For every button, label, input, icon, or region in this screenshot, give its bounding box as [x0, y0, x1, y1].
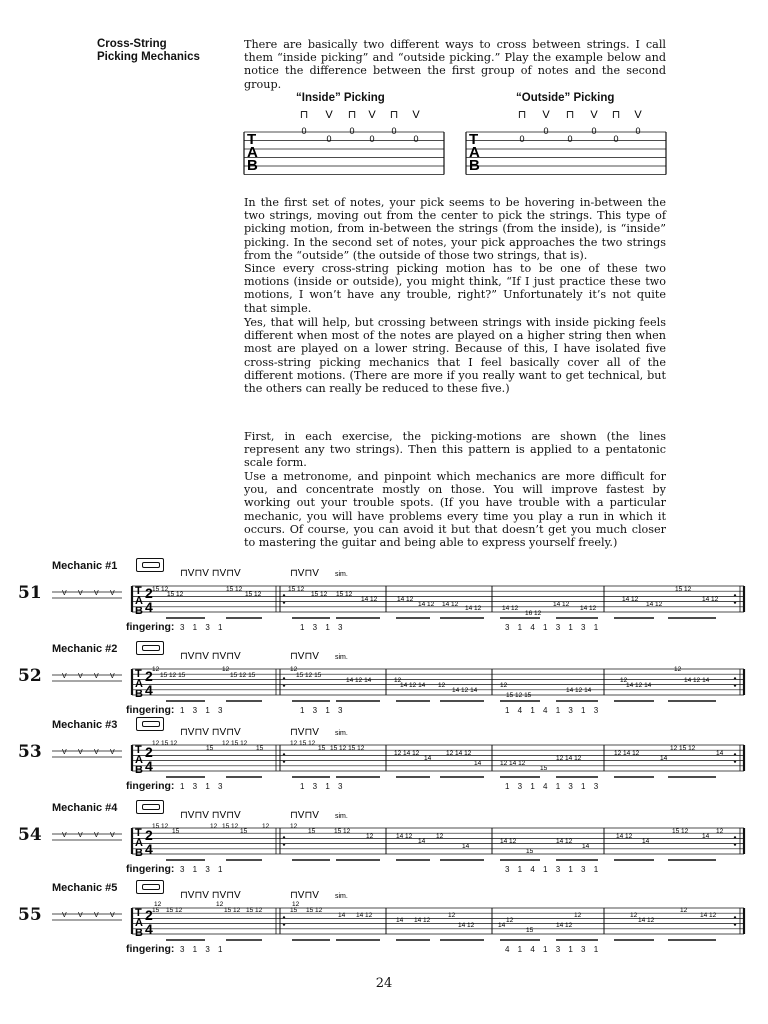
downstroke-mark: ⊓: [299, 109, 309, 121]
time-signature-bottom: 4: [145, 841, 153, 857]
fret-number: 15 12 15: [296, 672, 322, 679]
fret-number: 15 12: [167, 591, 184, 598]
fret-number: 15 12: [166, 907, 183, 914]
upstroke-mark: V: [634, 109, 642, 121]
fret-number: 14 12: [622, 596, 639, 603]
tab-note: 0: [613, 134, 619, 144]
picking-figures: [240, 104, 670, 178]
sim-label: sim.: [335, 813, 348, 820]
fingering-numbers: 1 3 1 3: [300, 706, 346, 715]
time-signature-bottom: 4: [145, 599, 153, 615]
fret-number: 12: [680, 907, 688, 914]
motion-stroke: V: [110, 590, 115, 597]
motion-stroke: V: [62, 749, 67, 756]
fret-number: 14: [424, 755, 432, 762]
fret-number: 15: [152, 907, 160, 914]
upstroke-mark: V: [590, 109, 598, 121]
exercise-staff: [0, 645, 768, 705]
downstroke-mark: ⊓: [389, 109, 399, 121]
mechanic-label: Mechanic #4: [52, 802, 118, 814]
exercise-number: 53: [18, 742, 42, 762]
downstroke-mark: ⊓: [565, 109, 575, 121]
fret-number: 14 12: [646, 601, 663, 608]
repeat-dot: [283, 923, 285, 925]
paragraph-five-mechanics: Yes, that will help, but crossing between strings with inside picking feels different when most of the notes are played on a higher string then when most are played on a lower string. Because of this, I have isolated five cross-string picking mechanics that I feel basically cover all of the different motions. (There are more if you really want to get technical, but the others can really be reduced to these five.): [244, 316, 666, 396]
fret-number: 12: [290, 666, 298, 673]
tab-letter: B: [135, 927, 143, 939]
repeat-dot: [283, 843, 285, 845]
motion-stroke: V: [94, 912, 99, 919]
fret-number: 14: [498, 922, 506, 929]
fret-number: 15 12: [306, 907, 323, 914]
tab-letter: B: [135, 847, 143, 859]
fret-number: 14: [582, 843, 590, 850]
tab-letter: T: [469, 131, 479, 148]
picking-strokes: ⊓V⊓V: [290, 727, 319, 738]
tab-letter: T: [135, 827, 142, 839]
repeat-dot: [734, 923, 736, 925]
fingering-numbers: 3 1 4 1 3 1 3 1: [505, 865, 602, 874]
fret-number: 15: [206, 745, 214, 752]
fret-number: 12: [630, 912, 638, 919]
time-signature-top: 2: [145, 827, 153, 843]
fret-number: 14 12: [616, 833, 633, 840]
fret-number: 14 12: [356, 912, 373, 919]
fret-number: 15: [290, 907, 298, 914]
sim-label: sim.: [335, 893, 348, 900]
exercise-number: 51: [18, 583, 42, 603]
downstroke-mark: ⊓: [517, 109, 527, 121]
repeat-dot: [283, 753, 285, 755]
outside-picking-title: “Outside” Picking: [516, 92, 615, 104]
time-signature-bottom: 4: [145, 758, 153, 774]
upstroke-mark: V: [412, 109, 420, 121]
fingering-label: fingering:: [126, 621, 175, 633]
fingering-numbers: 3 1 3 1: [180, 623, 226, 632]
motion-stroke: V: [78, 912, 83, 919]
tab-letter: A: [469, 144, 480, 161]
picking-strokes: ⊓V⊓V: [290, 810, 319, 821]
repeat-dot: [734, 601, 736, 603]
tab-letter: T: [135, 744, 142, 756]
tab-note: 0: [543, 126, 549, 136]
fret-number: 14 12: [638, 917, 655, 924]
fret-number: 12: [674, 666, 682, 673]
tab-note: 0: [567, 134, 573, 144]
fret-number: 15 12 15: [230, 672, 256, 679]
fret-number: 14: [462, 843, 470, 850]
picking-strokes: ⊓V⊓V ⊓V⊓V: [180, 651, 241, 662]
time-signature-bottom: 4: [145, 682, 153, 698]
tab-note: 0: [391, 126, 397, 136]
fret-number: 14: [702, 833, 710, 840]
fret-number: 14: [474, 760, 482, 767]
time-signature-top: 2: [145, 907, 153, 923]
fret-number: 12: [448, 912, 456, 919]
tab-letter: B: [135, 764, 143, 776]
fret-number: 15 12: [245, 591, 262, 598]
repeat-dot: [734, 916, 736, 918]
fret-number: 14 12: [553, 601, 570, 608]
fret-number: 12 15 12: [290, 740, 316, 747]
upstroke-mark: V: [368, 109, 376, 121]
mechanic-label: Mechanic #5: [52, 882, 118, 894]
fingering-label: fingering:: [126, 863, 175, 875]
fret-number: 12: [290, 823, 298, 830]
motion-stroke: V: [78, 832, 83, 839]
fret-number: 15 12 15 12: [330, 745, 365, 752]
fret-number: 12: [216, 901, 224, 908]
outside-picking-tab: [466, 109, 666, 175]
fret-number: 14 12: [397, 596, 414, 603]
tab-letter: T: [247, 131, 257, 148]
upstroke-mark: V: [542, 109, 550, 121]
fret-number: 14: [418, 838, 426, 845]
picking-strokes: ⊓V⊓V: [290, 651, 319, 662]
motion-stroke: V: [62, 673, 67, 680]
tab-note: 0: [349, 126, 355, 136]
fret-number: 14 12 14: [684, 677, 710, 684]
motion-stroke: V: [78, 590, 83, 597]
picking-strokes: ⊓V⊓V: [290, 568, 319, 579]
fret-number: 14: [338, 912, 346, 919]
paragraph-inside-explained: In the first set of notes, your pick seems to be hovering in-between the two strings, moving out from the center to pick the strings. This type of picking motion, from in-between the strings (from the inside), is “inside” picking. In the second set of notes, your pick approaches the two strings from the “outside” (the outside of those two strings, that is).: [244, 196, 666, 262]
exercise-staff: [0, 804, 768, 864]
motion-stroke: V: [110, 912, 115, 919]
fret-number: 14: [660, 755, 668, 762]
tab-letter: A: [135, 678, 143, 690]
motion-stroke: V: [110, 749, 115, 756]
tab-letter: B: [247, 157, 258, 174]
paragraph-metronome: Use a metronome, and pinpoint which mechanics are more difficult for you, and concentrate mostly on those. You will improve fastest by working out your trouble spots. (If you have trouble with a particular mechanic, you will have problems every time you play a run in which it occurs. Of course, you can avoid it but that doesn’t get you much closer to mastering the guitar and being able to express yourself freely.): [244, 470, 666, 550]
repeat-dot: [283, 594, 285, 596]
fret-number: 14 12: [361, 596, 378, 603]
fret-number: 12: [262, 823, 270, 830]
fingering-label: fingering:: [126, 704, 175, 716]
inside-picking-title: “Inside” Picking: [296, 92, 385, 104]
repeat-dot: [734, 753, 736, 755]
fret-number: 12: [222, 666, 230, 673]
fret-number: 15 12: [288, 586, 305, 593]
motion-stroke: V: [62, 912, 67, 919]
exercise-staff: [0, 721, 768, 781]
fret-number: 15: [526, 848, 534, 855]
fingering-numbers: 1 3 1 3: [180, 782, 226, 791]
tab-note: 0: [369, 134, 375, 144]
intro-paragraph: There are basically two different ways to cross between strings. I call them “inside picking” and “outside picking.” Play the example below and notice the difference between the first group of notes and the second group.: [244, 38, 666, 91]
fret-number: 12 14 12: [614, 750, 640, 757]
fret-number: 14 12: [556, 838, 573, 845]
fret-number: 12: [154, 901, 162, 908]
mechanic-label: Mechanic #2: [52, 643, 118, 655]
repeat-dot: [734, 760, 736, 762]
fret-number: 14: [396, 917, 404, 924]
mechanic-label: Mechanic #3: [52, 719, 118, 731]
fret-number: 14 12: [500, 838, 517, 845]
fret-number: 14 12: [458, 922, 475, 929]
fingering-numbers: 1 3 1 3: [300, 782, 346, 791]
sidebar-heading: [97, 38, 200, 64]
fret-number: 12 15 12: [670, 745, 696, 752]
tab-letter: T: [135, 907, 142, 919]
fret-number: 15: [540, 765, 548, 772]
fret-number: 15 12: [152, 586, 169, 593]
motion-stroke: V: [94, 673, 99, 680]
fret-number: 15 12: [224, 907, 241, 914]
downstroke-mark: ⊓: [611, 109, 621, 121]
time-signature-bottom: 4: [145, 921, 153, 937]
fret-number: 16 12: [525, 610, 542, 617]
fret-number: 14 12 14: [626, 682, 652, 689]
repeat-dot: [283, 684, 285, 686]
fret-number: 12 14 12: [446, 750, 472, 757]
fret-number: 12: [292, 901, 300, 908]
tab-letter: A: [135, 595, 143, 607]
exercise-number: 54: [18, 825, 42, 845]
picking-strokes: ⊓V⊓V ⊓V⊓V: [180, 568, 241, 579]
fingering-numbers: 1 3 1 3: [300, 623, 346, 632]
tab-letter: A: [247, 144, 258, 161]
fret-number: 14 12 14: [346, 677, 372, 684]
fret-number: 14: [642, 838, 650, 845]
sim-label: sim.: [335, 654, 348, 661]
fret-number: 15: [526, 927, 534, 934]
mechanic-label: Mechanic #1: [52, 560, 118, 572]
fret-number: 15 12: [336, 591, 353, 598]
fret-number: 15 12: [334, 828, 351, 835]
fret-number: 12: [210, 823, 218, 830]
fret-number: 12 15 12: [222, 740, 248, 747]
fret-number: 15 12: [226, 586, 243, 593]
fret-number: 15: [172, 828, 180, 835]
fret-number: 14 12 14: [452, 687, 478, 694]
exercise-number: 52: [18, 666, 42, 686]
fret-number: 14 12: [702, 596, 719, 603]
fingering-label: fingering:: [126, 780, 175, 792]
tab-letter: A: [135, 754, 143, 766]
exercise-staff: [0, 562, 768, 622]
fret-number: 12: [152, 666, 160, 673]
fret-number: 15: [318, 745, 326, 752]
fret-number: 14 12: [465, 605, 482, 612]
fingering-numbers: 1 3 1 3: [180, 706, 226, 715]
inside-picking-tab: [244, 109, 444, 175]
fret-number: 15: [308, 828, 316, 835]
fret-number: 14 12 14: [566, 687, 592, 694]
sim-label: sim.: [335, 730, 348, 737]
fret-number: 12: [716, 828, 724, 835]
tab-letter: A: [135, 837, 143, 849]
fret-number: 12 14 12: [394, 750, 420, 757]
fret-number: 15 12 15: [160, 672, 186, 679]
motion-stroke: V: [62, 832, 67, 839]
fret-number: 12: [506, 917, 514, 924]
fret-number: 14: [716, 750, 724, 757]
fret-number: 15 12: [152, 823, 169, 830]
tab-note: 0: [635, 126, 641, 136]
fingering-numbers: 4 1 4 1 3 1 3 1: [505, 945, 602, 954]
paragraph-exercise-intro: First, in each exercise, the picking-motions are shown (the lines represent any two strings). Then this pattern is applied to a pentatonic scale form.: [244, 430, 666, 470]
fret-number: 14 12: [418, 601, 435, 608]
fret-number: 15 12: [222, 823, 239, 830]
tab-note: 0: [326, 134, 332, 144]
tab-note: 0: [301, 126, 307, 136]
fret-number: 12 15 12: [152, 740, 178, 747]
picking-strokes: ⊓V⊓V: [290, 890, 319, 901]
tab-letter: T: [135, 668, 142, 680]
fingering-label: fingering:: [126, 943, 175, 955]
picking-strokes: ⊓V⊓V ⊓V⊓V: [180, 810, 241, 821]
fret-number: 15: [240, 828, 248, 835]
upstroke-mark: V: [325, 109, 333, 121]
fret-number: 12: [500, 682, 508, 689]
sidebar-heading-line1: Cross-String: [97, 38, 167, 50]
fingering-numbers: 1 4 1 4 1 3 1 3: [505, 706, 602, 715]
downstroke-mark: ⊓: [347, 109, 357, 121]
fret-number: 15: [256, 745, 264, 752]
motion-stroke: V: [94, 590, 99, 597]
fret-number: 12: [620, 677, 628, 684]
sidebar-heading-line2: Picking Mechanics: [97, 51, 200, 63]
fret-number: 14 12: [580, 605, 597, 612]
repeat-dot: [734, 684, 736, 686]
motion-stroke: V: [62, 590, 67, 597]
repeat-dot: [734, 677, 736, 679]
fret-number: 15 12: [246, 907, 263, 914]
fret-number: 15 12: [672, 828, 689, 835]
paragraph-two-motions: Since every cross-string picking motion has to be one of these two motions (inside or outside), you might think, “If I just practice these two motions, I won’t have any trouble, right?” Unfortunately it’s not quite that simple.: [244, 262, 666, 315]
fret-number: 12: [394, 677, 402, 684]
fret-number: 14 12: [442, 601, 459, 608]
fret-number: 12 14 12: [500, 760, 526, 767]
tab-note: 0: [519, 134, 525, 144]
fret-number: 14 12: [414, 917, 431, 924]
fret-number: 15 12 15: [506, 692, 532, 699]
fingering-numbers: 3 1 4 1 3 1 3 1: [505, 623, 602, 632]
tab-letter: B: [469, 157, 480, 174]
fingering-numbers: 1 3 1 4 1 3 1 3: [505, 782, 602, 791]
exercise-number: 55: [18, 905, 42, 925]
fingering-numbers: 3 1 3 1: [180, 945, 226, 954]
fret-number: 14 12: [700, 912, 717, 919]
tab-letter: T: [135, 585, 142, 597]
page-number: 24: [375, 976, 393, 991]
motion-stroke: V: [94, 749, 99, 756]
time-signature-top: 2: [145, 744, 153, 760]
repeat-dot: [734, 843, 736, 845]
time-signature-top: 2: [145, 585, 153, 601]
tab-note: 0: [591, 126, 597, 136]
motion-stroke: V: [110, 832, 115, 839]
sim-label: sim.: [335, 571, 348, 578]
fret-number: 14 12: [502, 605, 519, 612]
repeat-dot: [283, 916, 285, 918]
fret-number: 12: [438, 682, 446, 689]
picking-strokes: ⊓V⊓V ⊓V⊓V: [180, 727, 241, 738]
fret-number: 12: [574, 912, 582, 919]
motion-stroke: V: [94, 832, 99, 839]
repeat-dot: [283, 677, 285, 679]
fret-number: 15 12: [675, 586, 692, 593]
fret-number: 12: [436, 833, 444, 840]
repeat-dot: [283, 836, 285, 838]
motion-stroke: V: [78, 749, 83, 756]
fret-number: 14 12 14: [400, 682, 426, 689]
fret-number: 15 12: [311, 591, 328, 598]
fret-number: 12: [366, 833, 374, 840]
repeat-dot: [734, 594, 736, 596]
motion-stroke: V: [110, 673, 115, 680]
time-signature-top: 2: [145, 668, 153, 684]
tab-note: 0: [413, 134, 419, 144]
fingering-numbers: 3 1 3 1: [180, 865, 226, 874]
fret-number: 14 12: [396, 833, 413, 840]
fret-number: 12 14 12: [556, 755, 582, 762]
repeat-dot: [283, 760, 285, 762]
picking-strokes: ⊓V⊓V ⊓V⊓V: [180, 890, 241, 901]
motion-stroke: V: [78, 673, 83, 680]
fret-number: 14 12: [556, 922, 573, 929]
tab-letter: B: [135, 605, 143, 617]
repeat-dot: [734, 836, 736, 838]
tab-letter: A: [135, 917, 143, 929]
repeat-dot: [283, 601, 285, 603]
tab-letter: B: [135, 688, 143, 700]
exercise-staff: [0, 884, 768, 944]
